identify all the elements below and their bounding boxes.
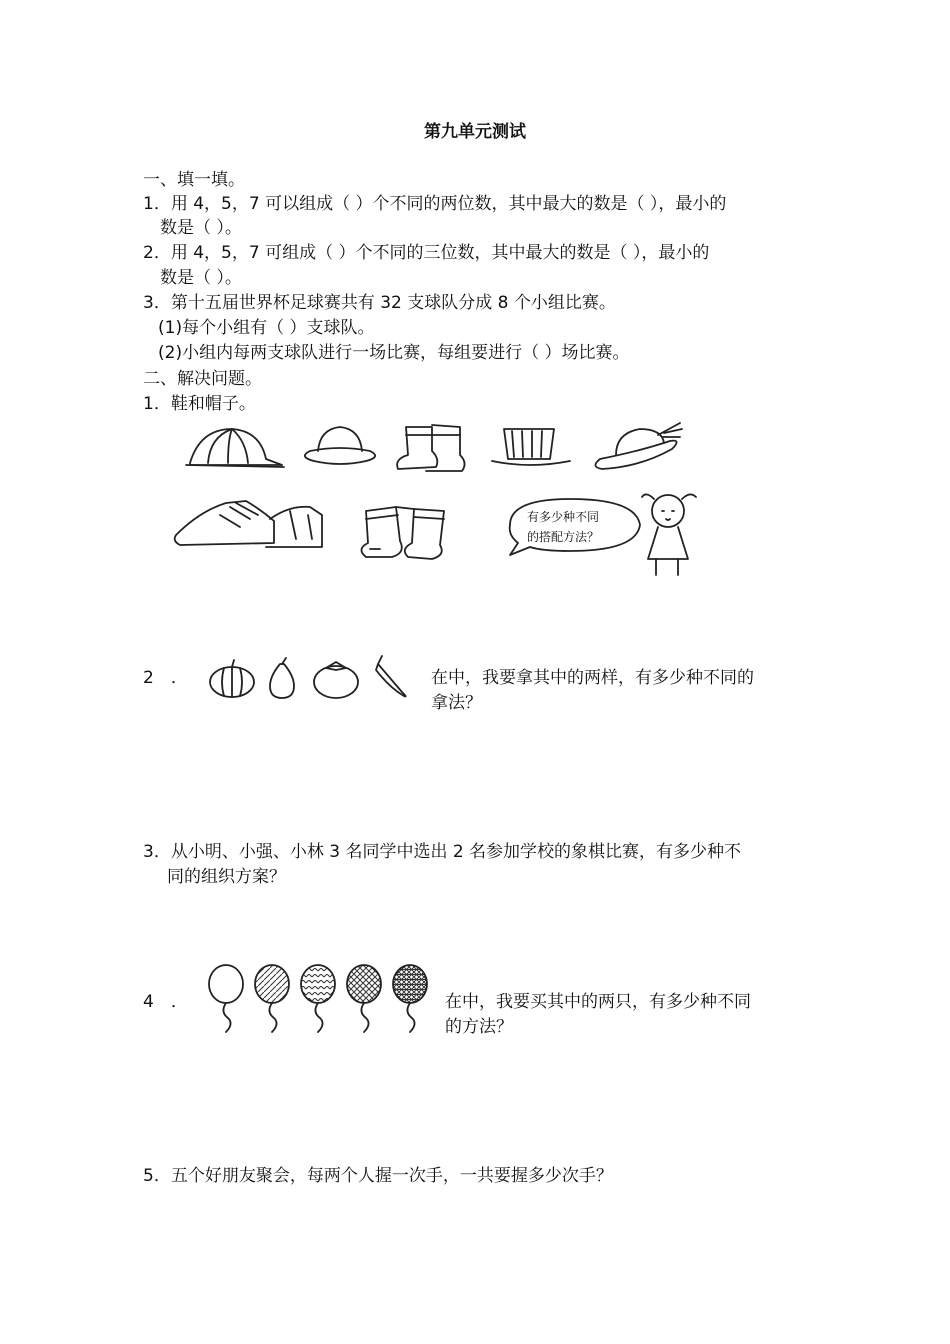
balloons-illustration [204, 962, 436, 1036]
balloon-zigzag-icon [301, 965, 335, 1032]
problem5-line1: 5．五个好朋友聚会，每两个人握一次手，一共要握多少次手？ [143, 1166, 613, 1186]
top-hat-icon [492, 429, 570, 465]
feathered-hat-icon [595, 423, 682, 469]
problem1-title: 1．鞋和帽子。 [143, 394, 256, 414]
balloon-plain-icon [209, 965, 243, 1032]
hats-shoes-illustration [170, 415, 730, 587]
problem2-line2: 拿法？ [431, 693, 482, 713]
q1-line2: 数是（ ）。 [160, 218, 242, 238]
q1-line1: 1．用 4，5，7 可以组成（ ）个不同的两位数，其中最大的数是（ ），最小的 [143, 194, 727, 214]
balloon-crosshatch-icon [347, 965, 381, 1032]
pepper-icon [376, 656, 406, 697]
problem4-number: 4 ． [143, 992, 188, 1012]
problem2-line1: 在中，我要拿其中的两样，有多少种不同的 [431, 668, 754, 688]
boots-icon [397, 425, 464, 471]
shoes-icon [175, 501, 322, 547]
q3-sub1: (1)每个小组有（ ）支球队。 [158, 318, 375, 338]
q3-sub2: (2)小组内每两支球队进行一场比赛，每组要进行（ ）场比赛。 [158, 343, 630, 363]
q2-line2: 数是（ ）。 [160, 268, 242, 288]
bubble-line1: 有多少种不同 [527, 510, 600, 524]
girl-icon [642, 494, 696, 575]
problem4-line2: 的方法？ [445, 1017, 513, 1037]
problem4-line1: 在中，我要买其中的两只，有多少种不同 [445, 992, 751, 1012]
q2-line1: 2．用 4，5，7 可组成（ ）个不同的三位数，其中最大的数是（ ），最小的 [143, 243, 710, 263]
socks-icon [361, 507, 444, 559]
bubble-line2: 的搭配方法？ [527, 530, 600, 544]
bowler-hat-icon [305, 427, 375, 464]
fruits-vegetables-illustration [206, 652, 420, 700]
tomato-icon [314, 662, 358, 698]
pumpkin-icon [210, 660, 254, 697]
problem3-line1: 3．从小明、小强、小林 3 名同学中选出 2 名参加学校的象棋比赛，有多少种不 [143, 842, 742, 862]
section2-heading: 二、解决问题。 [143, 369, 262, 389]
cap-icon [186, 429, 284, 467]
problem3-line2: 同的组织方案？ [167, 867, 286, 887]
problem2-number: 2 ． [143, 668, 188, 688]
balloon-striped-icon [255, 965, 289, 1032]
pear-icon [270, 658, 294, 698]
section1-heading: 一、填一填。 [143, 170, 245, 190]
balloon-dense-hatch-icon [393, 965, 427, 1032]
page-title: 第九单元测试 [424, 122, 526, 142]
q3-line1: 3．第十五届世界杯足球赛共有 32 支球队分成 8 个小组比赛。 [143, 293, 616, 313]
